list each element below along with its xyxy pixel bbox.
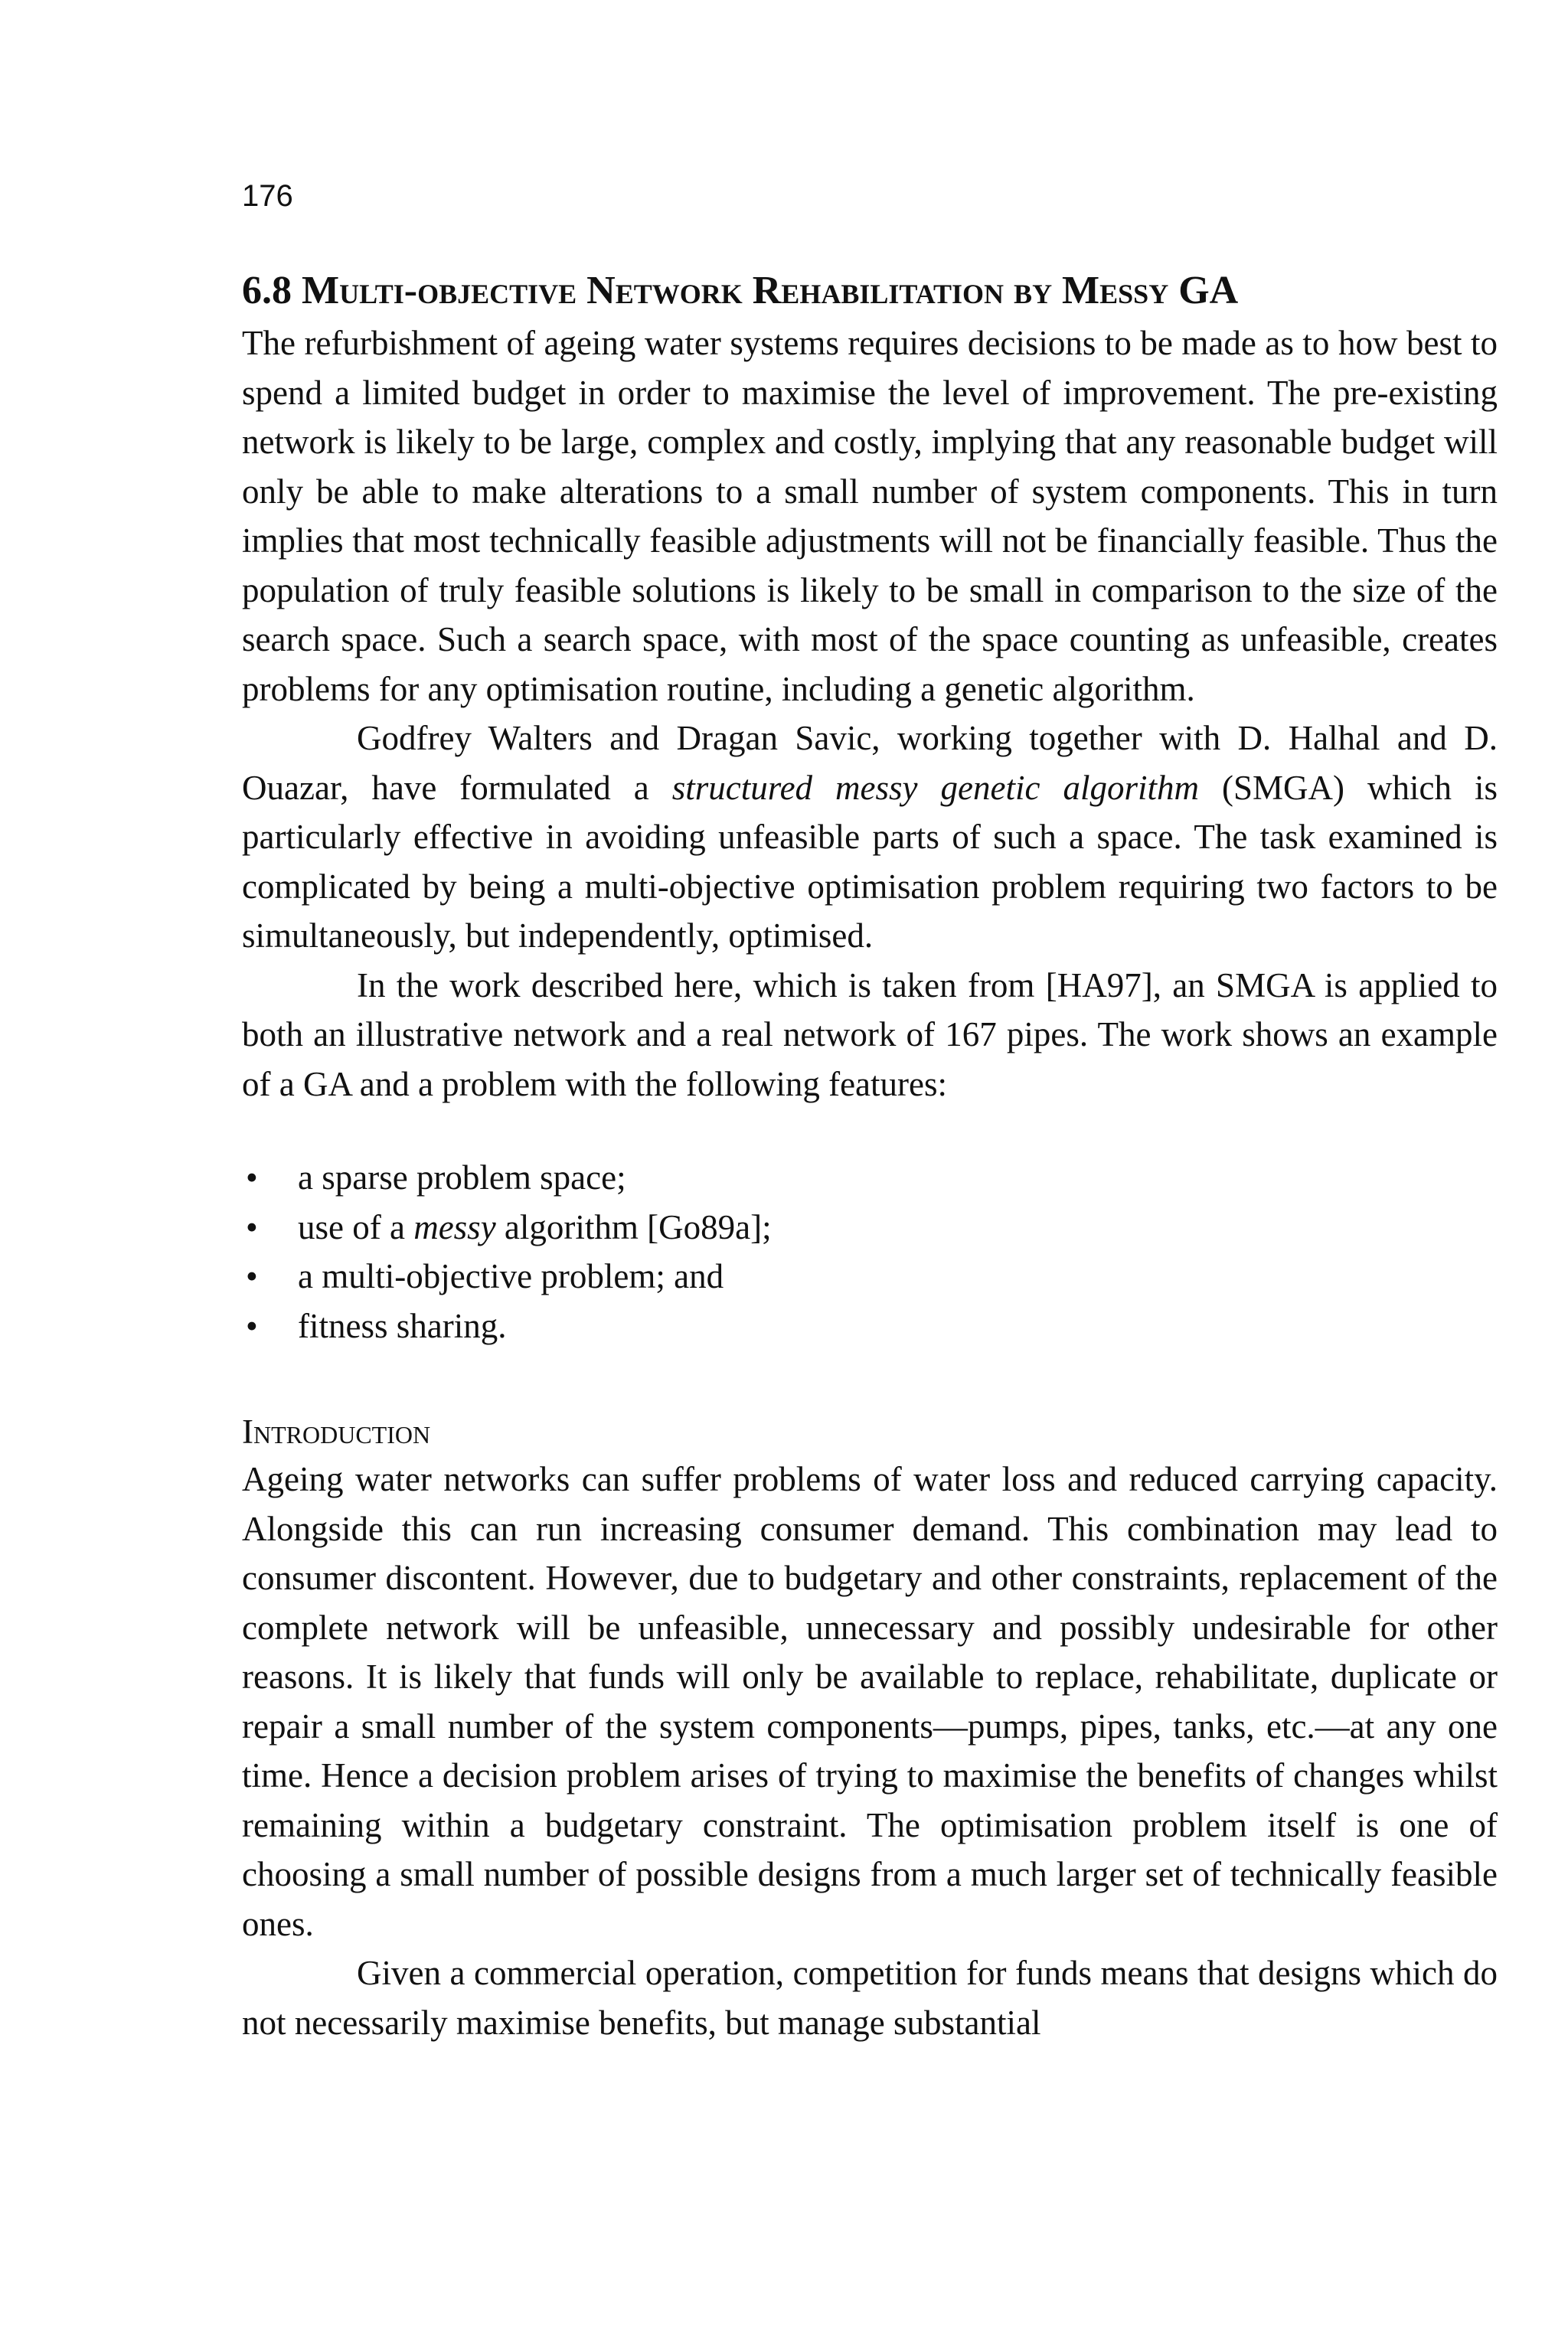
bullet-icon: • — [246, 1158, 258, 1197]
bullet-icon: • — [246, 1257, 258, 1295]
section-title: Multi-objective Network Rehabilitation by Messy GA — [302, 269, 1239, 312]
list-item — [242, 1252, 1498, 1302]
feature-list — [242, 1153, 1498, 1351]
list-item-text: a sparse problem space; — [298, 1158, 626, 1197]
bullet-icon: • — [246, 1306, 258, 1345]
list-item-text: a multi-objective problem; and — [298, 1257, 724, 1295]
paragraph-1: The refurbishment of ageing water systems requires decisions to be made as to how best to spend a limited budget in order to maximise the level of improvement. The pre-existing network is likely to be large, complex and costly, implying that any reasonable budget will only be able to make alterations to a small number of system components. This in turn implies that most technically feasible adjustments will not be financially feasible. Thus the population of truly feasible solutions is likely to be small in comparison to the size of the search space. Such a search space, with most of the space counting as unfeasible, creates problems for any optimisation routine, including a genetic algorithm. — [242, 324, 1498, 708]
list-item — [242, 1153, 1498, 1203]
list-item-text-a: use of a — [298, 1207, 414, 1246]
section-number: 6.8 — [242, 269, 292, 312]
list-item — [242, 1203, 1498, 1253]
paragraph-2-text-b: (SMGA) which is particularly effective in avoiding unfeasible parts of such a space. The task examined is complicated by being a multi-objective optimisation problem requiring two factors to be simultaneously, but independently, optimised. — [242, 768, 1498, 955]
list-item-emphasis: messy — [413, 1207, 496, 1246]
introduction-paragraph-1: Ageing water networks can suffer problems of water loss and reduced carrying capacity. Alongside this can run increasing consumer demand. This combination may lead to consumer discontent. However, due to budgetary and other constraints, replacement of the complete network will be unfeasible, unnecessary and possibly undesirable for other reasons. It is likely that funds will only be available to replace, rehabilitate, duplicate or repair a small number of the system components—pumps, pipes, tanks, etc.—at any one time. Hence a decision problem arises of trying to maximise the benefits of changes whilst remaining within a budgetary constraint. The optimisation problem itself is one of choosing a small number of possible designs from a much larger set of technically feasible ones. — [242, 1460, 1498, 1943]
list-item-text-b: algorithm [Go89a]; — [495, 1207, 772, 1246]
bullet-icon: • — [246, 1207, 258, 1246]
paragraph-2-emphasis: structured messy genetic algorithm — [671, 768, 1199, 807]
list-item-text: fitness sharing. — [298, 1306, 507, 1345]
paragraph-3: In the work described here, which is taken from [HA97], an SMGA is applied to both an illustrative network and a real network of 167 pipes. The work shows an example of a GA and a problem with the following features: — [242, 965, 1498, 1103]
introduction-paragraph-2: Given a commercial operation, competition for funds means that designs which do not necessarily maximise benefits, but manage substantial — [242, 1954, 1498, 2042]
paragraph-2-text-a: Godfrey Walters and Dragan Savic, working together with D. Halhal and D. Ouazar, have formulated a — [242, 719, 1498, 807]
page-number: 176 — [242, 179, 293, 213]
section-heading — [242, 266, 1498, 315]
list-item — [242, 1302, 1498, 1351]
paragraph-2 — [242, 714, 1498, 961]
introduction-heading: Introduction — [242, 1413, 431, 1451]
book-page — [242, 181, 1498, 2047]
